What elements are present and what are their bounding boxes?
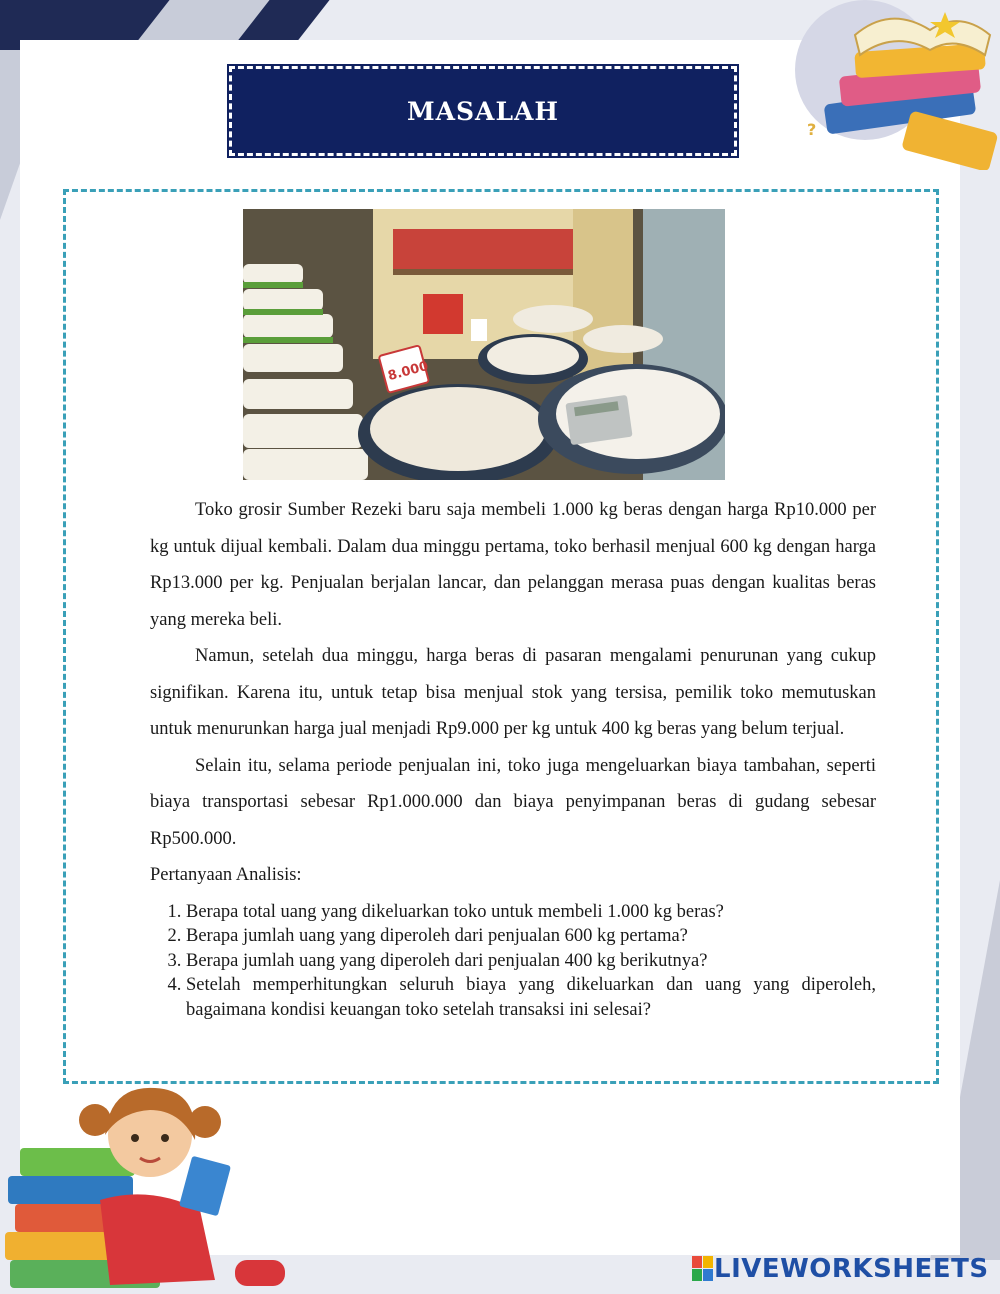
live-badge-icon [692,1256,714,1282]
liveworksheets-brand: LIVEWORKSHEETS [714,1254,989,1284]
question-item: 1. Berapa total uang yang dikeluarkan toko untuk membeli 1.000 kg beras? [186,900,876,925]
questions-heading: Pertanyaan Analisis: [150,865,302,885]
question-item: 3. Berapa jumlah uang yang diperoleh dari penjualan 400 kg berikutnya? [186,949,876,974]
question-list [150,900,876,1023]
price-tag: 8.000 [386,358,431,385]
question-item: 2. Berapa jumlah uang yang diperoleh dari penjualan 600 kg pertama? [186,924,876,949]
books-illustration [795,0,1000,170]
paragraph: Namun, setelah dua minggu, harga beras di pasaran mengalami penurunan yang cukup signifikan. Karena itu, untuk tetap bisa menjual stok yang tersisa, pemilik toko memutuskan untuk menurunkan harga jual menjadi Rp9.000 per kg untuk 400 kg beras yang belum terjual. [150,646,876,739]
problem-text [150,492,876,1022]
girl-reading-illustration [0,1080,300,1294]
rice-store-photo [243,209,725,480]
paragraph: Selain itu, selama periode penjualan ini, toko juga mengeluarkan biaya tambahan, seperti biaya transportasi sebesar Rp1.000.000 dan biaya penyimpanan beras di gudang sebesar Rp500.000. [150,755,876,849]
paragraph: Toko grosir Sumber Rezeki baru saja membeli 1.000 kg beras dengan harga Rp10.000 per kg untuk dijual kembali. Dalam dua minggu pertama, toko berhasil menjual 600 kg dengan harga Rp13.000 per kg. Penjualan berjalan lancar, dan pelanggan merasa puas dengan kualitas beras yang mereka beli. [150,500,876,630]
page-title: MASALAH [406,96,560,126]
rice-store-illustration [243,209,725,480]
svg-text:?: ? [807,120,817,139]
question-item: 4. Setelah memperhitungkan seluruh biaya yang dikeluarkan dan uang yang diperoleh, bagaimana kondisi keuangan toko setelah transaksi ini selesai? [186,973,876,1022]
title-banner [229,66,737,156]
liveworksheets-logo [692,1252,989,1286]
